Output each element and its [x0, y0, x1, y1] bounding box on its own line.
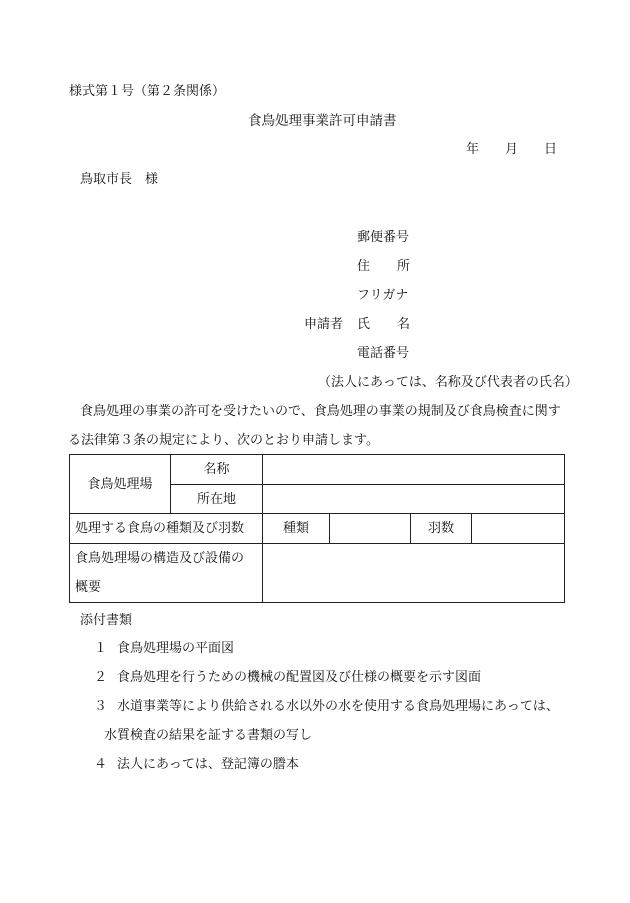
structure-label-line-2: 概要 [75, 580, 102, 595]
application-table [69, 454, 565, 603]
applicant-label: 申請者 [304, 317, 344, 332]
structure-field[interactable] [263, 544, 565, 603]
attachment-number: ３ [94, 699, 108, 714]
structure-label-line-1: 食鳥処理場の構造及び設備の [75, 551, 245, 566]
attachment-number: １ [94, 641, 108, 656]
date-month: 月 [505, 142, 519, 157]
date-day: 日 [544, 142, 558, 157]
attachment-number: ２ [94, 670, 108, 685]
address-label-2: 所 [397, 259, 411, 274]
phone-label: 電話番号 [357, 346, 410, 361]
attachment-text-continued: 水質検査の結果を証する書類の写し [104, 728, 313, 743]
facility-label: 食鳥処理場 [70, 455, 171, 514]
address-label-1: 住 [357, 259, 371, 274]
facility-name-field[interactable] [263, 455, 565, 485]
structure-label [70, 544, 263, 603]
addressee: 鳥取市長 様 [80, 172, 159, 187]
attachment-text: 法人にあっては、登記簿の謄本 [117, 757, 299, 772]
corporation-note: （法人にあっては、名称及び代表者の氏名） [318, 375, 578, 390]
body-text-line-1: 食鳥処理の事業の許可を受けたいので、食鳥処理の事業の規制及び食鳥検査に関す [80, 404, 561, 419]
bird-type-label: 種類 [263, 514, 330, 544]
attachment-number: ４ [94, 757, 108, 772]
name-label-1: 氏 [357, 317, 371, 332]
bird-count-field[interactable] [472, 514, 565, 544]
name-label-2: 名 [397, 317, 411, 332]
attachments-heading: 添付書類 [80, 613, 133, 628]
attachment-text: 水道事業等により供給される水以外の水を使用する食鳥処理場にあっては、 [117, 699, 559, 714]
birds-label: 処理する食鳥の種類及び羽数 [70, 514, 263, 544]
bird-count-label: 羽数 [411, 514, 472, 544]
date-year: 年 [466, 142, 480, 157]
form-number: 様式第１号（第２条関係） [69, 84, 226, 99]
attachment-text: 食鳥処理を行うための機械の配置図及び仕様の概要を示す図面 [117, 670, 482, 685]
facility-location-field[interactable] [263, 485, 565, 514]
page-title: 食鳥処理事業許可申請書 [248, 113, 397, 129]
bird-type-field[interactable] [330, 514, 411, 544]
facility-name-label: 名称 [171, 455, 263, 485]
facility-location-label: 所在地 [171, 485, 263, 514]
furigana-label: フリガナ [357, 288, 409, 303]
body-text-line-2: る法律第３条の規定により、次のとおり申請します。 [68, 433, 379, 448]
attachment-text: 食鳥処理場の平面図 [117, 641, 235, 656]
postal-code-label: 郵便番号 [357, 230, 410, 245]
